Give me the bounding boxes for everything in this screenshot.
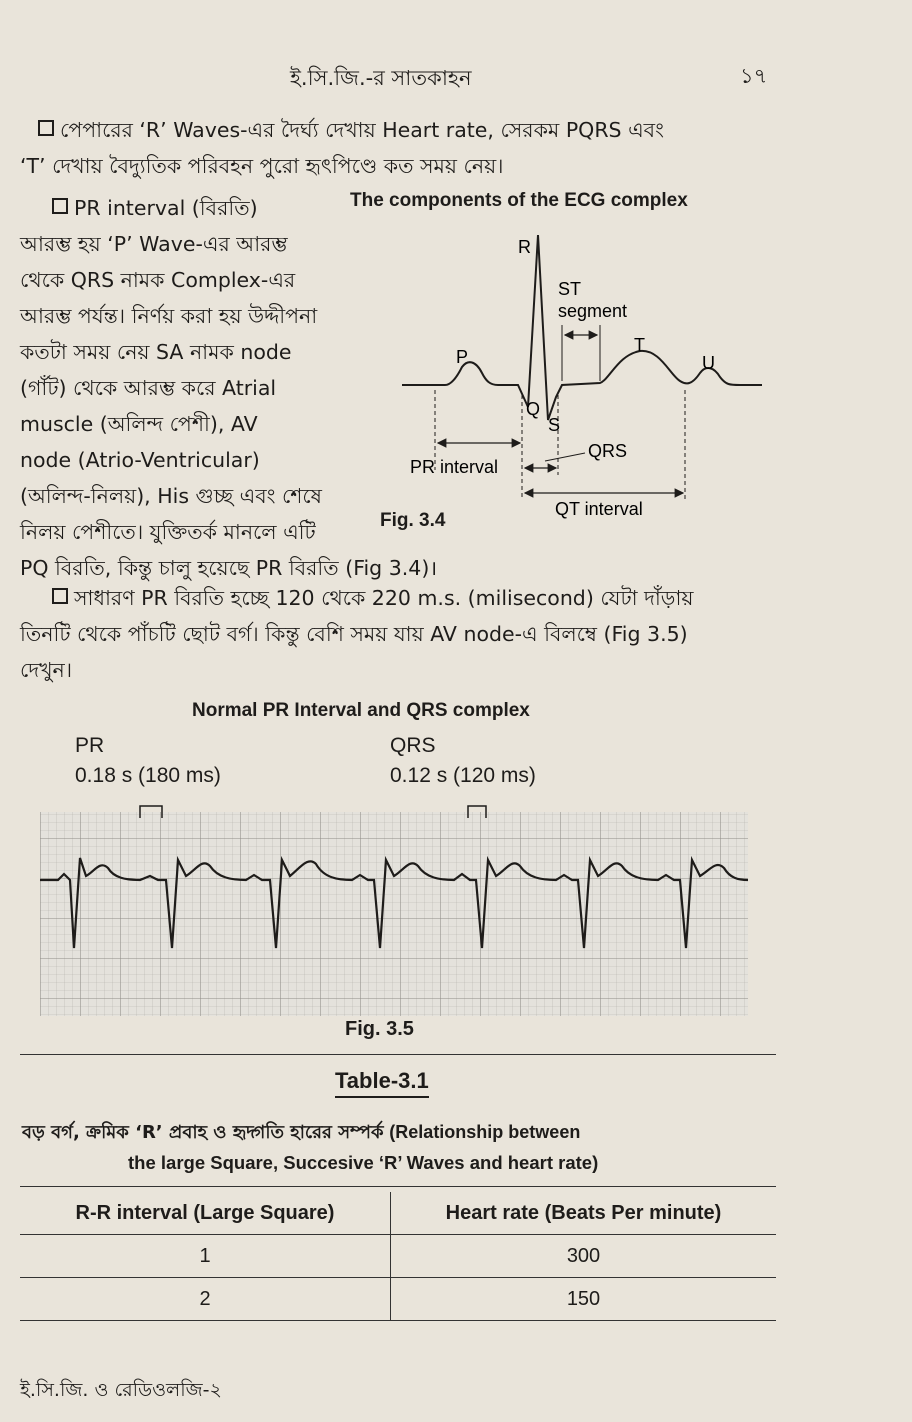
label-qt-interval: QT interval [555, 499, 643, 519]
paragraph-line: আরম্ভ পর্যন্ত। নির্ণয় করা হয় উদ্দীপনা [20, 304, 318, 328]
relationship-table [20, 1192, 776, 1321]
table-title: Table-3.1 [335, 1068, 429, 1098]
paragraph-2 [20, 190, 438, 586]
pr-value: 0.18 s (180 ms) [75, 764, 221, 787]
paragraph-line: (অলিন্দ-নিলয়), His গুচ্ছ এবং শেষে [20, 484, 322, 508]
figure-35-caption: Fig. 3.5 [345, 1018, 414, 1040]
table-description-line2: the large Square, Succesive ‘R’ Waves and heart rate) [128, 1152, 599, 1173]
running-header-title: ই.সি.জি.-র সাতকাহন [290, 66, 472, 90]
paragraph-line: ‘T’ দেখায় বৈদ্যুতিক পরিবহন পুরো হৃৎপিণ্ডে কত সময় নেয়। [20, 154, 504, 178]
ecg-complex-diagram [390, 225, 770, 525]
table-header-row [20, 1192, 776, 1235]
table-row [20, 1235, 776, 1278]
label-s: S [548, 415, 561, 435]
label-qrs: QRS [588, 441, 628, 461]
table-description-bn: বড় বর্গ, ক্রমিক ‘R’ প্রবাহ ও হৃদ্গতি হারের সম্পর্ক [22, 1122, 384, 1143]
square-bullet-icon [52, 198, 68, 214]
square-bullet-icon [52, 588, 68, 604]
label-p: P [456, 347, 469, 367]
qrs-value: 0.12 s (120 ms) [390, 764, 536, 787]
label-pr-interval: PR interval [410, 457, 499, 477]
table-top-rule [20, 1186, 776, 1187]
paragraph-1 [20, 112, 778, 184]
paragraph-line: পেপারের ‘R’ Waves-এর দৈর্ঘ্য দেখায় Heart rate, সেরকম PQRS এবং [38, 112, 778, 148]
label-q: Q [526, 399, 541, 419]
table-description-line1 [22, 1118, 782, 1149]
paragraph-line: muscle (অলিন্দ পেশী), AV [20, 412, 258, 436]
paragraph-line: তিনটি থেকে পাঁচটি ছোট বর্গ। কিন্তু বেশি সময় যায় AV node-এ বিলম্বে (Fig 3.5) [20, 622, 688, 646]
rr-interval-cell: 1 [20, 1235, 391, 1278]
square-bullet-icon [38, 120, 54, 136]
label-st: ST [558, 279, 582, 299]
paragraph-line: PR interval (বিরতি) [52, 190, 340, 226]
table-row [20, 1278, 776, 1321]
qrs-label: QRS [390, 734, 436, 757]
paragraph-line: PQ বিরতি, কিন্তু চালু হয়েছে PR বিরতি (Fig 3.4)। [20, 556, 438, 580]
rr-interval-cell: 2 [20, 1278, 391, 1321]
figure-35-title: Normal PR Interval and QRS complex [192, 700, 530, 721]
paragraph-line: সাধারণ PR বিরতি হচ্ছে 120 থেকে 220 m.s. (milisecond) যেটা দাঁড়ায় [52, 580, 780, 616]
paragraph-line: দেখুন। [20, 658, 73, 682]
paragraph-line: node (Atrio-Ventricular) [20, 448, 260, 472]
table-description-en: (Relationship between [389, 1122, 581, 1142]
label-t: T [634, 335, 645, 355]
label-r: R [518, 237, 531, 257]
column-header-heart-rate: Heart rate (Beats Per minute) [445, 1201, 722, 1224]
footer-text: ই.সি.জি. ও রেডিওলজি-২ [20, 1379, 222, 1401]
column-header-rr-interval: R-R interval (Large Square) [20, 1192, 391, 1235]
label-segment: segment [558, 301, 628, 321]
figure-34-title: The components of the ECG complex [350, 190, 688, 211]
heart-rate-cell: 300 [566, 1244, 601, 1267]
heart-rate-cell: 150 [566, 1287, 601, 1310]
paragraph-line: নিলয় পেশীতে। যুক্তিতর্ক মানলে এটি [20, 520, 316, 544]
page-number: ১৭ [740, 64, 768, 88]
label-u: U [702, 353, 715, 373]
pr-label: PR [75, 734, 105, 757]
section-divider [20, 1054, 776, 1055]
paragraph-3 [20, 580, 780, 688]
paragraph-line: থেকে QRS নামক Complex-এর [20, 268, 296, 292]
figure-34-caption: Fig. 3.4 [380, 510, 446, 531]
paragraph-line: কতটা সময় নেয় SA নামক node [20, 340, 292, 364]
ecg-rhythm-strip [40, 798, 760, 1018]
ecg-trace [402, 235, 762, 420]
paragraph-line: আরম্ভ হয় ‘P’ Wave-এর আরম্ভ [20, 232, 288, 256]
paragraph-line: (গাঁট) থেকে আরম্ভ করে Atrial [20, 376, 277, 400]
